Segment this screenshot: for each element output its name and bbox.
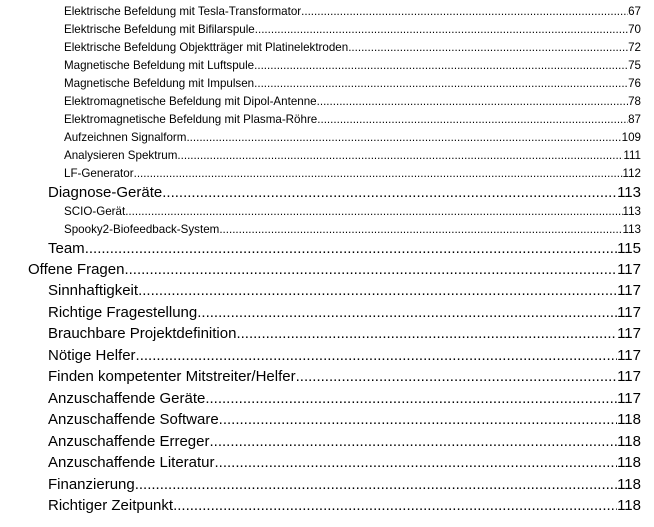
dot-leader — [134, 165, 623, 183]
toc-entry-title: Finanzierung — [48, 475, 135, 493]
toc-entry[interactable] — [0, 495, 641, 517]
toc-entry-page: 117 — [617, 303, 641, 321]
dot-leader — [255, 21, 628, 39]
dot-leader — [162, 183, 617, 203]
toc-entry[interactable] — [0, 39, 641, 57]
toc-entry-page: 117 — [617, 325, 641, 342]
dot-leader — [215, 452, 618, 474]
toc-entry[interactable] — [0, 147, 641, 165]
toc-entry[interactable] — [0, 21, 641, 39]
toc-entry-title: Anzuschaffende Literatur — [48, 454, 215, 471]
toc-entry-title: Richtige Fragestellung — [48, 303, 198, 321]
dot-leader — [136, 345, 618, 367]
toc-entry[interactable] — [0, 183, 641, 203]
toc-entry[interactable] — [0, 203, 641, 221]
dot-leader — [236, 323, 617, 345]
toc-entry-page: 112 — [622, 167, 641, 180]
toc-entry-title: Analysieren Spektrum — [64, 149, 178, 162]
dot-leader — [205, 388, 617, 410]
toc-entry-page: 113 — [622, 205, 641, 218]
toc-entry-page: 117 — [617, 368, 641, 385]
toc-entry[interactable] — [0, 431, 641, 453]
toc-entry[interactable] — [0, 452, 641, 474]
toc-entry-page: 72 — [628, 41, 641, 54]
toc-entry[interactable] — [0, 323, 641, 345]
toc-entry-title: Anzuschaffende Erreger — [48, 432, 210, 450]
toc-entry-title: Team — [48, 240, 85, 257]
toc-entry[interactable] — [0, 280, 641, 302]
toc-entry-page: 117 — [617, 261, 641, 278]
toc-entry-page: 76 — [628, 77, 641, 90]
toc-entry[interactable] — [0, 474, 641, 496]
dot-leader — [138, 280, 617, 302]
dot-leader — [173, 495, 617, 517]
toc-entry-page: 118 — [617, 432, 641, 450]
toc-entry[interactable] — [0, 388, 641, 410]
dot-leader — [296, 366, 617, 388]
toc-entry-page: 70 — [628, 23, 641, 36]
dot-leader — [254, 75, 628, 93]
toc-entry-page: 87 — [628, 113, 641, 126]
toc-entry[interactable] — [0, 129, 641, 147]
toc-entry-page: 115 — [617, 240, 641, 257]
toc-entry[interactable] — [0, 57, 641, 75]
dot-leader — [125, 203, 622, 221]
toc-entry-title: Offene Fragen — [28, 261, 125, 278]
toc-entry-title: Richtiger Zeitpunkt — [48, 497, 174, 514]
toc-entry[interactable] — [0, 366, 641, 388]
toc-entry-title: Anzuschaffende Software — [48, 411, 219, 428]
toc-entry-page: 118 — [617, 475, 641, 493]
toc-entry[interactable] — [0, 409, 641, 431]
toc-entry-page: 117 — [617, 389, 641, 407]
toc-entry-title: Elektromagnetische Befeldung mit Plasma-Röhre — [64, 113, 318, 126]
toc-entry-page: 109 — [621, 131, 641, 144]
toc-entry[interactable] — [0, 165, 641, 183]
toc-entry-title: Magnetische Befeldung mit Impulsen — [64, 77, 255, 90]
toc-entry-title: LF-Generator — [64, 167, 134, 180]
toc-entry-title: Elektrische Befeldung mit Bifilarspule — [64, 23, 255, 36]
toc-entry-page: 113 — [617, 184, 641, 201]
toc-entry[interactable] — [0, 239, 641, 259]
toc-entry-page: 117 — [617, 346, 641, 364]
toc-entry[interactable] — [0, 345, 641, 367]
toc-entry-title: Magnetische Befeldung mit Luftspule — [64, 59, 255, 72]
toc-entry[interactable] — [0, 3, 641, 21]
dot-leader — [317, 93, 628, 111]
toc-entry[interactable] — [0, 302, 641, 324]
toc-entry-title: Elektrische Befeldung mit Tesla-Transformator — [64, 5, 302, 18]
toc-entry-title: Sinnhaftigkeit — [48, 282, 139, 299]
dot-leader — [197, 302, 617, 324]
toc-entry-title: Aufzeichnen Signalform — [64, 131, 187, 144]
toc-entry-page: 117 — [617, 282, 641, 299]
toc-entry[interactable] — [0, 111, 641, 129]
toc-entry[interactable] — [0, 221, 641, 239]
toc-entry-page: 75 — [628, 59, 641, 72]
toc-entry-title: Diagnose-Geräte — [48, 184, 163, 201]
dot-leader — [254, 57, 628, 75]
dot-leader — [135, 474, 617, 496]
toc-entry-title: Nötige Helfer — [48, 346, 136, 364]
toc-entry-page: 118 — [617, 497, 641, 514]
toc-entry-page: 118 — [617, 411, 641, 428]
dot-leader — [219, 409, 617, 431]
dot-leader — [348, 39, 628, 57]
toc-entry-title: Anzuschaffende Geräte — [48, 389, 206, 407]
dot-leader — [177, 147, 623, 165]
dot-leader — [186, 129, 621, 147]
dot-leader — [210, 431, 618, 453]
toc-entry-page: 113 — [622, 223, 641, 236]
toc-entry-title: Brauchbare Projektdefinition — [48, 325, 237, 342]
dot-leader — [124, 259, 617, 280]
toc-entry-title: Spooky2-Biofeedback-System — [64, 223, 220, 236]
toc-entry[interactable] — [0, 93, 641, 111]
toc-entry-title: Finden kompetenter Mitstreiter/Helfer — [48, 368, 296, 385]
toc-entry-title: Elektromagnetische Befeldung mit Dipol-Antenne — [64, 95, 317, 108]
dot-leader — [317, 111, 628, 129]
dot-leader — [219, 221, 622, 239]
toc-entry-page: 118 — [617, 454, 641, 471]
dot-leader — [301, 3, 628, 21]
toc-entry[interactable] — [0, 259, 641, 280]
toc-entry-title: SCIO-Gerät — [64, 205, 126, 218]
toc-entry-title: Elektrische Befeldung Objektträger mit Platinelektroden — [64, 41, 349, 54]
table-of-contents — [0, 3, 641, 517]
toc-entry[interactable] — [0, 75, 641, 93]
dot-leader — [85, 239, 617, 259]
toc-entry-page: 67 — [628, 5, 641, 18]
toc-entry-page: 78 — [628, 95, 641, 108]
toc-entry-page: 111 — [623, 149, 641, 162]
